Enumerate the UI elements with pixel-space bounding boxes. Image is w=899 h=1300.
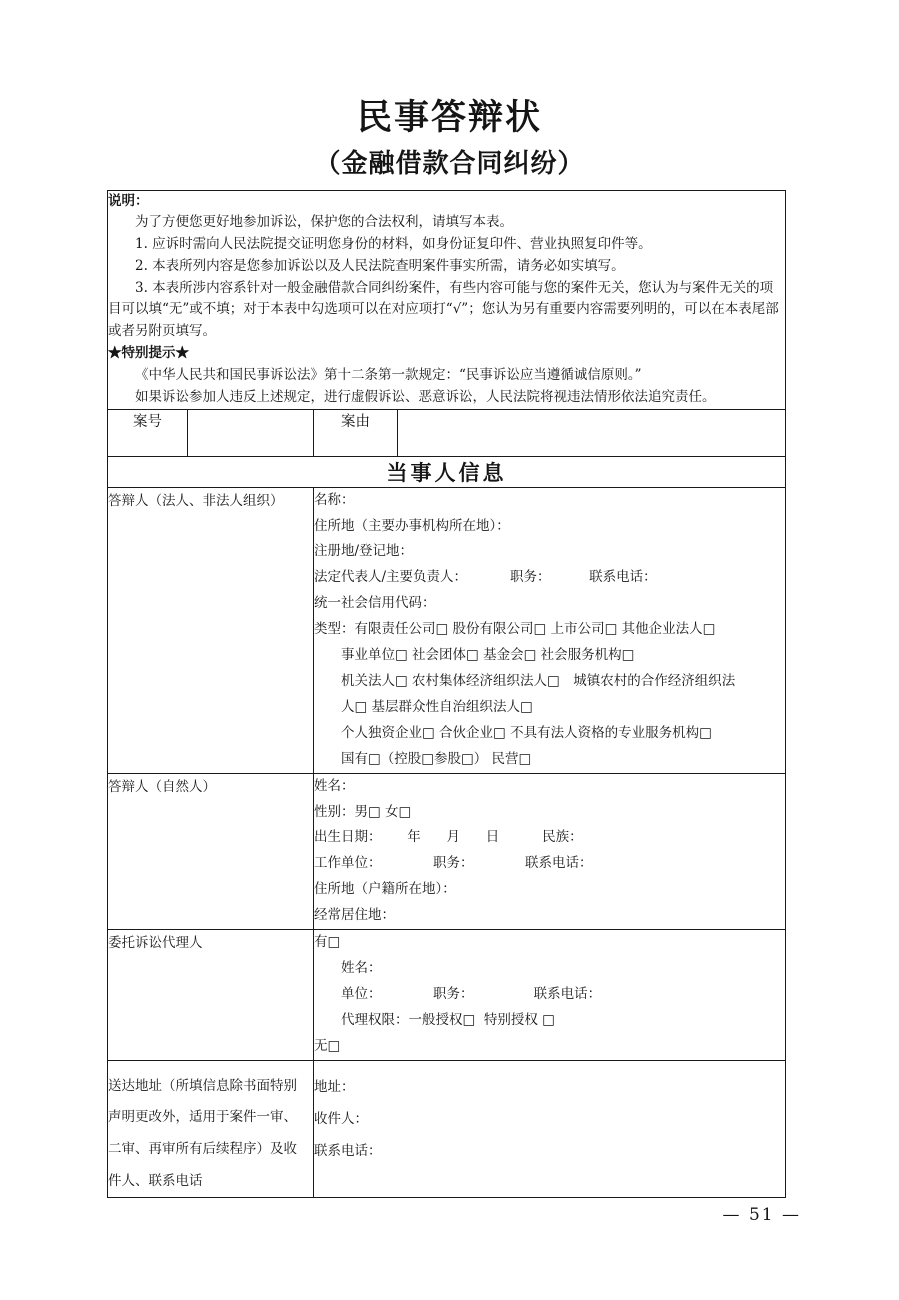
service-field-recipient[interactable]: 收件人： bbox=[314, 1110, 368, 1127]
respondent-person-label: 答辩人（自然人） bbox=[108, 773, 314, 929]
party-info-heading: 当事人信息 bbox=[108, 456, 786, 487]
entity-field-legal-representative[interactable]: 法定代表人/主要负责人： 职务： 联系电话： bbox=[314, 569, 657, 586]
respondent-person-body bbox=[314, 773, 786, 929]
entity-type-line-4[interactable]: 人□ 基层群众性自治组织法人□ bbox=[341, 698, 533, 715]
entity-field-name[interactable]: 名称： bbox=[314, 491, 355, 508]
service-field-address[interactable]: 地址： bbox=[314, 1078, 355, 1095]
agent-field-authority[interactable]: 代理权限：一般授权□ 特别授权 □ bbox=[341, 1011, 555, 1028]
notice-row bbox=[108, 191, 786, 410]
respondent-person-row bbox=[108, 773, 786, 929]
cause-of-action-value[interactable] bbox=[398, 409, 786, 456]
page-subtitle: （金融借款合同纠纷） bbox=[314, 148, 585, 179]
notice-item-2: 2. 本表所列内容是您参加诉讼以及人民法院查明案件事实所需，请务必如实填写。 bbox=[135, 257, 625, 274]
service-address-label-line-4: 件人、联系电话 bbox=[108, 1172, 203, 1189]
person-field-birthdate[interactable]: 出生日期： 年 月 日 民族： bbox=[314, 829, 583, 846]
service-address-label-line-1: 送达地址（所填信息除书面特别 bbox=[108, 1077, 297, 1094]
special-tip-heading: ★特别提示★ bbox=[108, 345, 189, 362]
service-field-phone[interactable]: 联系电话： bbox=[314, 1143, 382, 1160]
agent-body bbox=[314, 930, 786, 1061]
person-field-work-unit[interactable]: 工作单位： 职务： 联系电话： bbox=[314, 855, 593, 872]
service-address-row bbox=[108, 1060, 786, 1198]
entity-type-line-1[interactable] bbox=[314, 617, 785, 643]
entity-type-line-3[interactable]: 机关法人□ 农村集体经济组织法人□ 城镇农村的合作经济组织法 bbox=[341, 673, 736, 689]
agent-has-checkbox-line[interactable]: 有□ bbox=[314, 934, 341, 951]
entity-type-line-6[interactable]: 国有□（控股□参股□） 民营□ bbox=[341, 750, 532, 767]
special-tip-line-2: 如果诉讼参加人违反上述规定，进行虚假诉讼、恶意诉讼，人民法院将视违法情形依法追究责任。 bbox=[135, 388, 716, 405]
notice-cell bbox=[108, 191, 786, 410]
page-number: — 51 — bbox=[722, 1205, 801, 1225]
entity-type-line-2[interactable]: 事业单位□ 社会团体□ 基金会□ 社会服务机构□ bbox=[341, 647, 635, 664]
respondent-entity-body bbox=[314, 487, 786, 773]
agent-label: 委托诉讼代理人 bbox=[108, 930, 314, 1061]
agent-none-checkbox-line[interactable]: 无□ bbox=[314, 1037, 341, 1054]
notice-item-1: 1. 应诉时需向人民法院提交证明您身份的材料，如身份证复印件、营业执照复印件等。 bbox=[135, 235, 652, 252]
entity-field-registration-place[interactable]: 注册地/登记地： bbox=[314, 543, 414, 560]
page-title: 民事答辩状 bbox=[356, 97, 542, 138]
case-number-row bbox=[108, 409, 786, 456]
service-address-body bbox=[314, 1060, 786, 1198]
service-address-label bbox=[108, 1060, 314, 1198]
person-field-name[interactable]: 姓名： bbox=[314, 777, 355, 794]
civil-defense-form-table bbox=[107, 190, 786, 1198]
party-info-heading-row bbox=[108, 456, 786, 487]
entity-type-prefix: 类型： bbox=[314, 621, 355, 638]
agent-row bbox=[108, 930, 786, 1061]
cause-of-action-label: 案由 bbox=[314, 409, 398, 456]
entity-field-credit-code[interactable]: 统一社会信用代码： bbox=[314, 595, 436, 612]
special-tip-line-1: 《中华人民共和国民事诉讼法》第十二条第一款规定：“民事诉讼应当遵循诚信原则。” bbox=[135, 366, 642, 383]
agent-field-unit[interactable]: 单位： 职务： 联系电话： bbox=[341, 985, 602, 1002]
case-number-value[interactable] bbox=[188, 409, 314, 456]
notice-intro: 为了方便您更好地参加诉讼，保护您的合法权利，请填写本表。 bbox=[135, 213, 513, 230]
entity-type-options-1[interactable]: 有限责任公司□ 股份有限公司□ 上市公司□ 其他企业法人□ bbox=[354, 621, 716, 638]
case-number-label: 案号 bbox=[108, 409, 188, 456]
entity-field-domicile[interactable]: 住所地（主要办事机构所在地）： bbox=[314, 517, 510, 534]
service-address-label-line-2: 声明更改外，适用于案件一审、 bbox=[108, 1109, 297, 1126]
notice-heading: 说明： bbox=[108, 193, 149, 209]
respondent-entity-label: 答辩人（法人、非法人组织） bbox=[108, 487, 314, 773]
agent-field-name[interactable]: 姓名： bbox=[341, 959, 382, 976]
service-address-label-line-3: 二审、再审所有后续程序）及收 bbox=[108, 1141, 297, 1158]
entity-type-line-5[interactable]: 个人独资企业□ 合伙企业□ 不具有法人资格的专业服务机构□ bbox=[341, 724, 712, 741]
person-field-gender[interactable]: 性别：男□ 女□ bbox=[314, 803, 412, 820]
person-field-domicile[interactable]: 住所地（户籍所在地）： bbox=[314, 881, 456, 898]
notice-item-3: 3. 本表所涉内容系针对一般金融借款合同纠纷案件，有些内容可能与您的案件无关，您认为与案件无关的项目可以填“无”或不填；对于本表中勾选项可以在对应项打“√”；您认为另有重要内容需要列明的，可以在本表尾部或者另附页填写。 bbox=[108, 279, 779, 340]
title-block bbox=[0, 96, 899, 182]
person-field-habitual-residence[interactable]: 经常居住地： bbox=[314, 907, 395, 924]
respondent-entity-row bbox=[108, 487, 786, 773]
